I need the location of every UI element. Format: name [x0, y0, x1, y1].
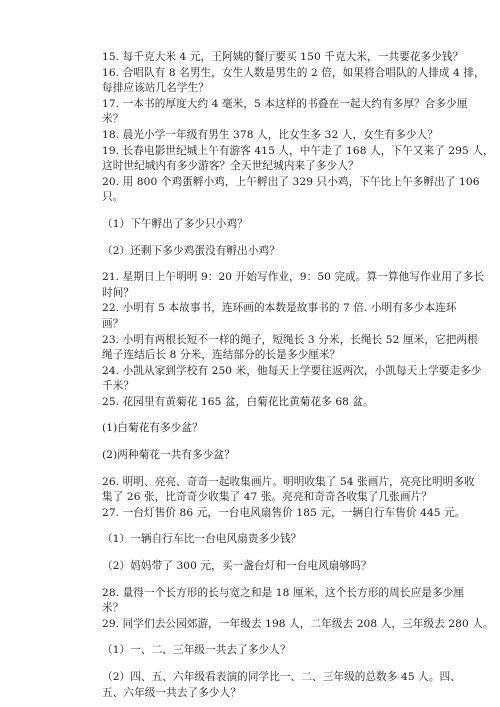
question-29: 29. 同学们去公园郊游，一年级去 198 人，二年级去 208 人，三年级去 280 人。: [102, 617, 494, 630]
question-24: 24. 小凯从家到学校有 250 米，他每天上学要往返两次，小凯每天上学要走多少: [102, 364, 482, 377]
question-29-part-2-cont: 五、六年级一共去了多少人？: [102, 686, 242, 699]
question-19-cont: 这时世纪城内有多少游客？全天世纪城内来了多少人？: [102, 160, 359, 173]
worksheet-page: [102, 50, 494, 701]
question-17-cont: 米？: [102, 113, 124, 126]
question-27-part-2: （2）妈妈带了 300 元，买一盏台灯和一台电风扇够吗？: [102, 560, 372, 573]
question-28: 28. 量得一个长方形的长与宽之和是 18 厘米，这个长方形的周长应是多少厘: [102, 586, 465, 599]
question-24-cont: 千米？: [102, 380, 135, 393]
question-29-part-2: （2）四、五、六年级看表演的同学比一、二、三年级的总数多 45 人。四、: [102, 671, 461, 683]
question-20-part-1: （1）下午孵出了多少只小鸡？: [102, 217, 248, 230]
question-21: 21. 星期日上午明明 9：20 开始写作业，9：50 完成。算一算他写作业用了多长: [102, 271, 485, 284]
question-21-cont: 时间？: [102, 286, 135, 299]
question-29-part-1: （1）一、二、三年级一共去了多少人？: [102, 644, 291, 657]
question-23-cont: 绳子连结后长 8 分米，连结部分的长是多少厘米？: [102, 349, 341, 362]
question-16-cont: 每排应该站几名学生？: [102, 82, 209, 95]
question-19: 19. 长春电影世纪城上午有游客 415 人，中午走了 168 人，下午又来了 295 人，: [102, 144, 494, 157]
question-20-cont: 只。: [102, 191, 124, 204]
question-25-part-1: (1)白菊花有多少盆？: [102, 422, 203, 435]
question-17: 17. 一本书的厚度大约 4 毫米，5 本这样的书叠在一起大约有多厚？合多少厘: [102, 97, 468, 110]
question-20-part-2: （2）还剩下多少鸡蛋没有孵出小鸡？: [102, 244, 280, 257]
question-22-cont: 画？: [102, 317, 124, 330]
question-18: 18. 晨光小学一年级有男生 378 人，比女生多 32 人，女生有多少人？: [102, 128, 439, 141]
question-25: 25. 花园里有黄菊花 165 盆，白菊花比黄菊花多 68 盆。: [102, 395, 374, 408]
question-15: 15. 每千克大米 4 元，王阿姨的餐厅要买 150 千克大米，一共要花多少钱？: [102, 51, 464, 63]
question-22: 22. 小明有 5 本故事书，连环画的本数是故事书的 7 倍. 小明有多少本连环: [102, 302, 457, 315]
question-28-cont: 米？: [102, 602, 124, 615]
question-26-cont: 集了 26 张，比奇奇少收集了 47 张。亮亮和奇奇各收集了几张画片？: [102, 491, 432, 504]
question-25-part-2: (2)两种菊花一共有多少盆？: [102, 449, 235, 462]
question-20: 20. 用 800 个鸡蛋孵小鸡，上午孵出了 329 只小鸡，下午比上午多孵出了 106: [102, 175, 480, 188]
question-16: 16. 合唱队有 8 名男生，女生人数是男生的 2 倍，如果将合唱队的人排成 4 排，: [102, 66, 485, 79]
question-26: 26. 明明、亮亮、奇奇一起收集画片。明明收集了 54 张画片，亮亮比明明多收: [102, 475, 475, 488]
question-27-part-1: （1）一辆自行车比一台电风扇贵多少钱？: [102, 533, 302, 546]
question-23: 23. 小明有两根长短不一样的绳子，短绳长 3 分米，长绳长 52 厘米，它把两根: [102, 333, 478, 346]
question-27: 27. 一台灯售价 86 元，一台电风扇售价 185 元，一辆自行车售价 445 元。: [102, 506, 466, 519]
